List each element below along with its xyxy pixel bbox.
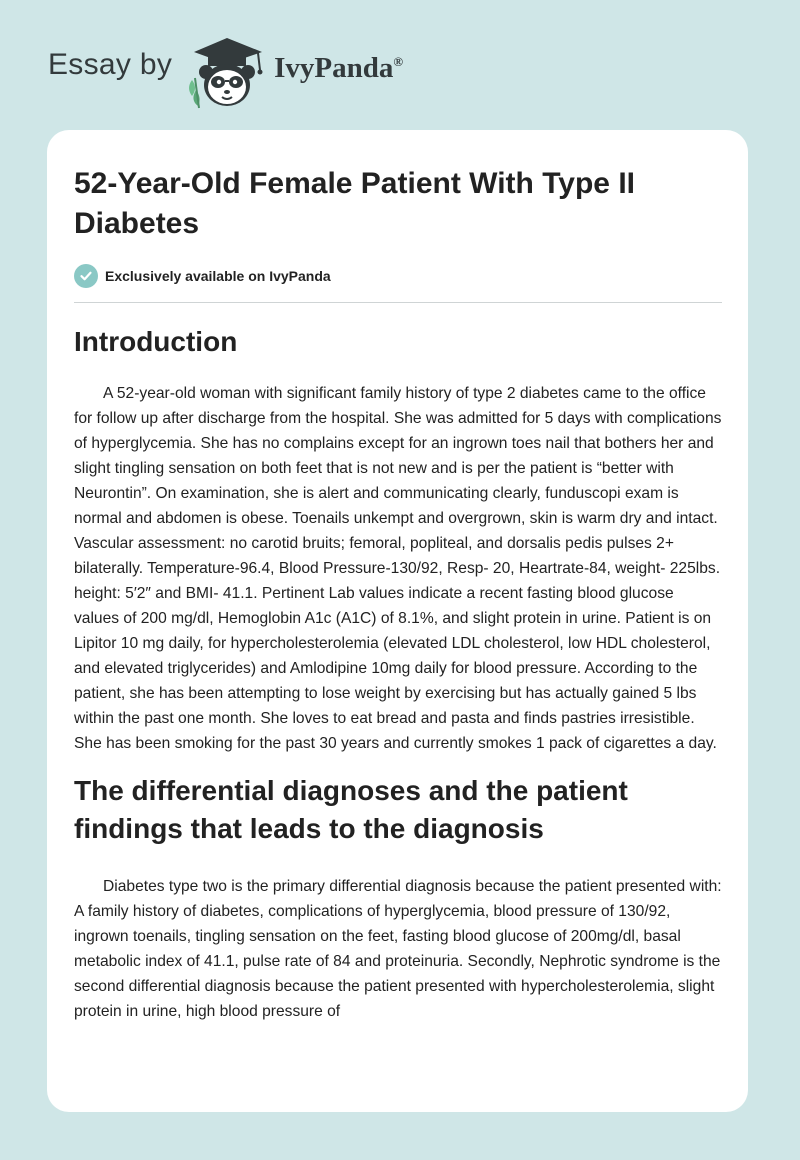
site-header bbox=[48, 30, 403, 110]
section-paragraph: Diabetes type two is the primary differential diagnosis because the patient presented with: A family history of diabetes, complications of hyperglycemia, blood pressure of 130/92, ingrown toenails, tingling sensation on the feet, fasting blood glucose of 200mg/dl, basal metabolic index of 41.1, pulse rate of 84 and proteinuria. Secondly, Nephrotic syndrome is the second differential diagnosis because the patient presented with hypercholesterolemia, slight protein in urine, high blood pressure of bbox=[74, 878, 722, 1020]
exclusive-badge-text: Exclusively available on IvyPanda bbox=[105, 268, 331, 284]
ivypanda-logo-link[interactable] bbox=[182, 30, 403, 110]
section-differential-diagnoses bbox=[74, 772, 722, 1024]
section-heading: The differential diagnoses and the patient findings that leads to the diagnosis bbox=[74, 775, 628, 844]
essay-title: 52-Year-Old Female Patient With Type II Diabetes bbox=[74, 167, 635, 240]
divider bbox=[74, 302, 722, 303]
brand-name: IvyPanda® bbox=[274, 51, 404, 84]
check-circle-icon bbox=[74, 264, 98, 288]
brand-prefix: Essay by bbox=[48, 48, 173, 81]
section-heading: Introduction bbox=[74, 326, 238, 357]
section-paragraph: A 52-year-old woman with significant family history of type 2 diabetes came to the office for follow up after discharge from the hospital. She was admitted for 5 days with complications of hyperglycemia. She has no complains except for an ingrown toes nail that bothers her and slight tingling sensation on both feet that is not new and is per the patient is “better with Neurontin”. On examination, she is alert and communicating clearly, funduscopi exam is normal and abdomen is obese. Toenails unkempt and overgrown, skin is warm dry and intact. Vascular assessment: no carotid bruits; femoral, popliteal, and dorsalis pedis pulses 2+ bilaterally. Temperature-96.4, Blood Pressure-130/92, Resp- 20, Heartrate-84, weight- 225lbs. height: 5′2″ and BMI- 41.1. Pertinent Lab values indicate a recent fasting blood glucose values of 200 mg/dl, Hemoglobin A1c (A1C) of 8.1%, and slight protein in urine. Patient is on Lipitor 10 mg daily, for hypercholesterolemia (elevated LDL cholesterol, low HDL cholesterol, and elevated triglycerides) and Amlodipine 10mg daily for blood pressure. According to the patient, she has been attempting to lose weight by exercising but has actually gained 5 lbs within the past one month. She loves to eat bread and pasta and finds pastries irresistible. She has been smoking for the past 30 years and currently smokes 1 pack of cigarettes a day. bbox=[74, 385, 722, 752]
exclusive-badge bbox=[74, 264, 722, 288]
panda-graduate-icon bbox=[182, 30, 272, 110]
section-introduction bbox=[74, 323, 722, 756]
essay-card bbox=[47, 130, 748, 1112]
